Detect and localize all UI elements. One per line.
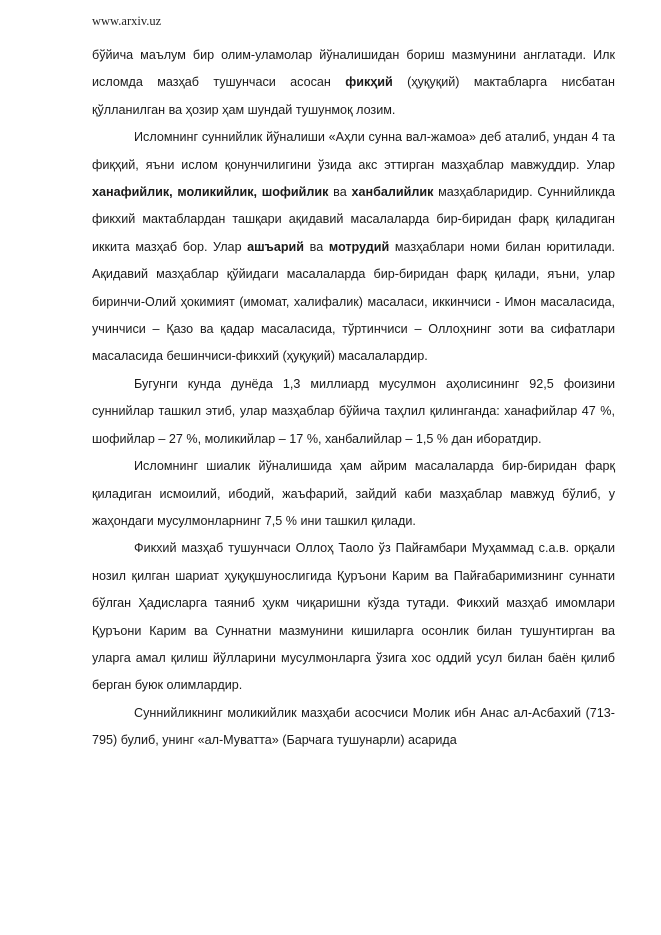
key-term: мотрудий [328, 239, 390, 254]
paragraph-text: Суннийликнинг моликийлик мазҳаби асосчиси Молик ибн Анас ал-Асбахий (713-795) булиб, унинг «ал-Муватта» (Барчага тушунарли) асарида [92, 705, 615, 748]
paragraph-text: Фикхий мазҳаб тушунчаси Оллоҳ Таоло ўз Пайғамбари Муҳаммад с.а.в. орқали нозил қилган шариат ҳуқуқшунослигида Қуръони Карим ва Пайғабаримизнинг суннати бўлган Ҳадисларга таяниб ҳукм чиқаришни кўзда тутади. Фикхий мазҳаб имомлари Қуръони Карим ва Суннатни мазмунини кишиларга осонлик билан тушунтирган ва уларга амал қилиш йўлларини мусулмонларга ўзига хос оддий усул билан баён қилиб берган буюк олимлардир. [92, 541, 615, 693]
paragraph-text: ва [304, 239, 329, 254]
paragraph-text: Бугунги кунда дунёда 1,3 миллиард мусулмон аҳолисининг 92,5 фоизини суннийлар ташкил этиб, улар мазҳаблар бўйича таҳлил қилинганда: ханафийлар 47 %, шофийлар – 27 %, моликийлар – 17 %, ханбалийлар – 1,5 % дан иборатдир. [92, 376, 615, 446]
source-url: www.arxiv.uz [92, 14, 162, 28]
paragraph-text: мазҳаблари номи билан юритилади. Ақидавий мазҳаблар қўйидаги масалаларда бир-биридан фарқ қилади, яъни, улар биринчи-Олий ҳокимият (имомат, халифалик) масаласи, иккинчиси - Имон масаласида, учинчиси – Қазо ва қадар масаласида, тўртинчиси – Оллоҳнинг зоти ва сифатлари масаласида бешинчиси-фикхий (ҳуқуқий) масалалардир. [92, 239, 615, 364]
paragraph-1 [92, 42, 615, 124]
paragraph-text: Исломнинг шиалик йўналишида ҳам айрим масалаларда бир-биридан фарқ қиладиган исмоилий, ибодий, жаъфарий, зайдий каби мазҳаблар мавжуд бўлиб, у жаҳондаги мусулмонларнинг 7,5 % ини ташкил қилади. [92, 459, 615, 528]
key-term: ашъарий [247, 239, 305, 254]
paragraph-text: мазҳабларидир. Суннийликда фикхий мактаблардан ташқари ақидавий масалаларда бир-биридан фарқ қиладиган иккита мазҳаб бор. Улар [92, 185, 615, 254]
document-body [92, 42, 615, 755]
paragraph-text: ва [328, 185, 352, 200]
paragraph-6 [92, 700, 615, 755]
paragraph-text: Исломнинг суннийлик йўналиши «Аҳли сунна вал-жамоа» деб аталиб, ундан 4 та фиқҳий, яъни ислом қонунчилигини ўзида акс эттирган мазҳаблар мавжуддир. Улар [92, 130, 615, 172]
paragraph-text: (ҳуқуқий) мактабларга нисбатан қўлланилган ва ҳозир ҳам шундай тушунмоқ лозим. [92, 75, 615, 117]
key-term: ханафийлик, моликийлик, шофийлик [92, 185, 329, 200]
paragraph-text: бўйича маълум бир олим-уламолар йўналишидан бориш мазмунини англатади. Илк исломда мазҳаб тушунчаси асосан [92, 48, 615, 90]
paragraph-3 [92, 371, 615, 453]
key-term: фикҳий [345, 75, 393, 90]
paragraph-5 [92, 535, 615, 699]
key-term: ханбалийлик [351, 185, 434, 200]
paragraph-4 [92, 453, 615, 535]
paragraph-2 [92, 124, 615, 371]
